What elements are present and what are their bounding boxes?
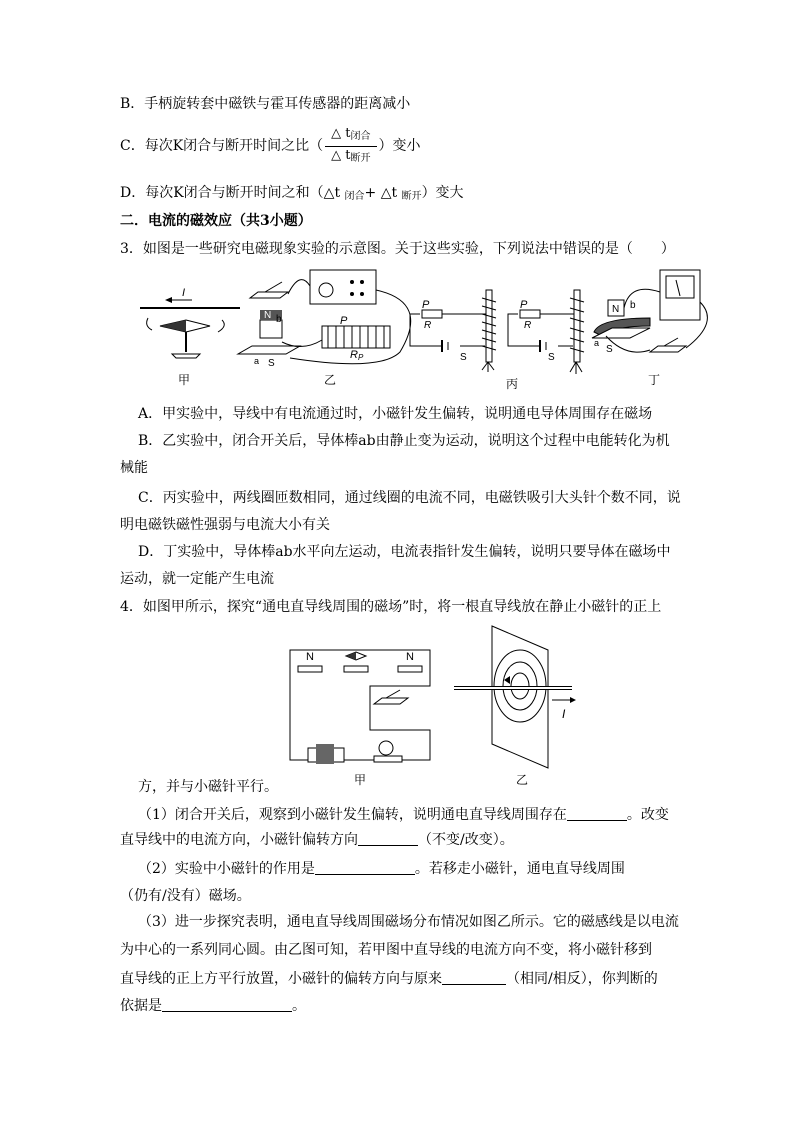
denominator-symbol: △ t	[331, 147, 351, 163]
fig-jia	[140, 287, 240, 387]
label-s: S	[268, 358, 275, 369]
q2-option-d-prefix: D．每次K闭合与断开时间之和（△t	[120, 185, 345, 201]
label-rp: R	[350, 349, 358, 361]
q4-part3-text-d: （相同/相反），你判断的	[506, 971, 658, 987]
label-s2: S	[460, 352, 467, 363]
q4-part3-text-f: 。	[292, 998, 306, 1014]
q2-option-c	[120, 124, 676, 168]
label-a: a	[254, 356, 260, 366]
q4-part3-text-e: 依据是	[120, 998, 162, 1014]
q2-option-d-sub1: 闭合	[344, 191, 365, 202]
caption-bing: 丙	[506, 377, 519, 391]
q4-part1-line1	[138, 805, 694, 825]
fig-bing	[410, 290, 584, 391]
label-rp2: R	[424, 320, 432, 331]
label-current: I	[182, 287, 186, 299]
q4-part2-text-b: 。若移走小磁针，通电直导线周围	[414, 861, 625, 877]
q4-part1-text-d: （不变/改变）。	[418, 832, 514, 848]
answer-blank-3[interactable]	[315, 860, 415, 875]
q4-part1-text-b: 。改变	[626, 807, 669, 823]
label-rp-sub: P	[358, 353, 364, 362]
q2-option-d-sub2: 断开	[401, 191, 422, 202]
fraction-numerator	[325, 126, 376, 147]
q4-part3-line3	[120, 969, 676, 989]
q4-part3-line1: （3）进一步探究表明，通电直导线周围磁场分布情况如图乙所示。它的磁感线是以电流	[138, 914, 679, 930]
numerator-symbol: △ t	[331, 125, 351, 141]
label-n4: N	[612, 304, 620, 315]
q3-option-d-cont: 运动，就一定能产生电流	[120, 571, 274, 587]
fig-q4-jia	[290, 650, 430, 787]
q3-option-c: C．丙实验中，两线圈匝数相同，通过线圈的电流不同，电磁铁吸引大头针个数不同，说	[138, 490, 681, 506]
label-s3: S	[548, 352, 555, 363]
q4-part2-text-a: （2）实验中小磁针的作用是	[138, 861, 315, 877]
label-n: N	[264, 310, 272, 321]
fig-ding	[592, 270, 707, 387]
q2-option-c-suffix: ）变小	[378, 138, 421, 154]
q3-stem: 3．如图是一些研究电磁现象实验的示意图。关于这些实验，下列说法中错误的是（ ）	[120, 241, 675, 257]
label-b: b	[276, 314, 282, 325]
q4-part1-line2	[120, 830, 676, 850]
label-s4: S	[606, 344, 613, 355]
q4-part2-text-c: （仍有/没有）磁场。	[120, 888, 251, 904]
label-b4: b	[630, 300, 636, 311]
numerator-subscript: 闭合	[350, 130, 371, 142]
label-n-left: N	[306, 651, 314, 663]
q2-option-c-prefix: C．每次K闭合与断开时间之比（	[120, 138, 324, 154]
q3-figure	[130, 262, 730, 394]
q3-option-d: D．丁实验中，导体棒ab水平向左运动，电流表指针发生偏转，说明只要导体在磁场中	[138, 544, 671, 560]
q4-part1-text-a: （1）闭合开关后，观察到小磁针发生偏转，说明通电直导线周围存在	[138, 807, 567, 823]
q4-part1-text-c: 直导线中的电流方向，小磁针偏转方向	[120, 832, 358, 848]
fraction-denominator	[325, 147, 376, 167]
q4-part3-line2: 为中心的一系列同心圆。由乙图可知，若甲图中直导线的电流方向不变，将小磁针移到	[120, 942, 652, 958]
label-p3: P	[520, 299, 528, 311]
q2-option-b: B．手柄旋转套中磁铁与霍耳传感器的距离减小	[120, 96, 411, 112]
q4-part3-line4	[120, 996, 676, 1016]
caption-ding: 丁	[648, 373, 661, 387]
q2-option-c-fraction	[325, 126, 376, 167]
q3-option-a: A．甲实验中，导线中有电流通过时，小磁针发生偏转，说明通电导体周围存在磁场	[138, 406, 653, 422]
label-p2: P	[422, 299, 430, 311]
q4-part2-line1	[138, 859, 694, 879]
q2-option-d-mid: + △t	[364, 185, 402, 201]
q3-option-b-cont: 械能	[120, 460, 148, 476]
caption-yi: 乙	[324, 373, 337, 387]
label-rp3: R	[524, 320, 532, 331]
q4-part2-line2	[120, 886, 676, 906]
q2-option-d-suffix: ）变大	[421, 185, 464, 201]
fig-yi	[238, 270, 411, 387]
caption-jia: 甲	[178, 373, 191, 387]
q4-part3-text-c: 直导线的正上方平行放置，小磁针的偏转方向与原来	[120, 971, 442, 987]
label-p: P	[340, 315, 348, 327]
caption-q4-jia: 甲	[354, 773, 367, 787]
label-n-right: N	[406, 651, 414, 663]
caption-q4-yi: 乙	[516, 773, 529, 787]
q4-stem: 4．如图甲所示，探究“通电直导线周围的磁场”时，将一根直导线放在静止小磁针的正上	[120, 599, 662, 615]
label-current-q4: I	[562, 707, 566, 721]
q2-option-d	[120, 183, 676, 207]
section-title: 二．电流的磁效应（共3小题）	[120, 213, 312, 229]
answer-blank-2[interactable]	[358, 831, 418, 846]
q4-stem-cont: 方，并与小磁针平行。	[138, 779, 278, 795]
denominator-subscript: 断开	[350, 152, 371, 164]
answer-blank-5[interactable]	[162, 997, 292, 1012]
q3-option-c-cont: 明电磁铁磁性强弱与电流大小有关	[120, 517, 330, 533]
answer-blank-4[interactable]	[442, 970, 506, 985]
label-a4: a	[594, 338, 600, 348]
fig-q4-yi	[454, 626, 576, 787]
q4-figure	[280, 620, 580, 790]
q3-option-b: B．乙实验中，闭合开关后，导体棒ab由静止变为运动，说明这个过程中电能转化为机	[138, 433, 670, 449]
answer-blank-1[interactable]	[567, 806, 627, 821]
